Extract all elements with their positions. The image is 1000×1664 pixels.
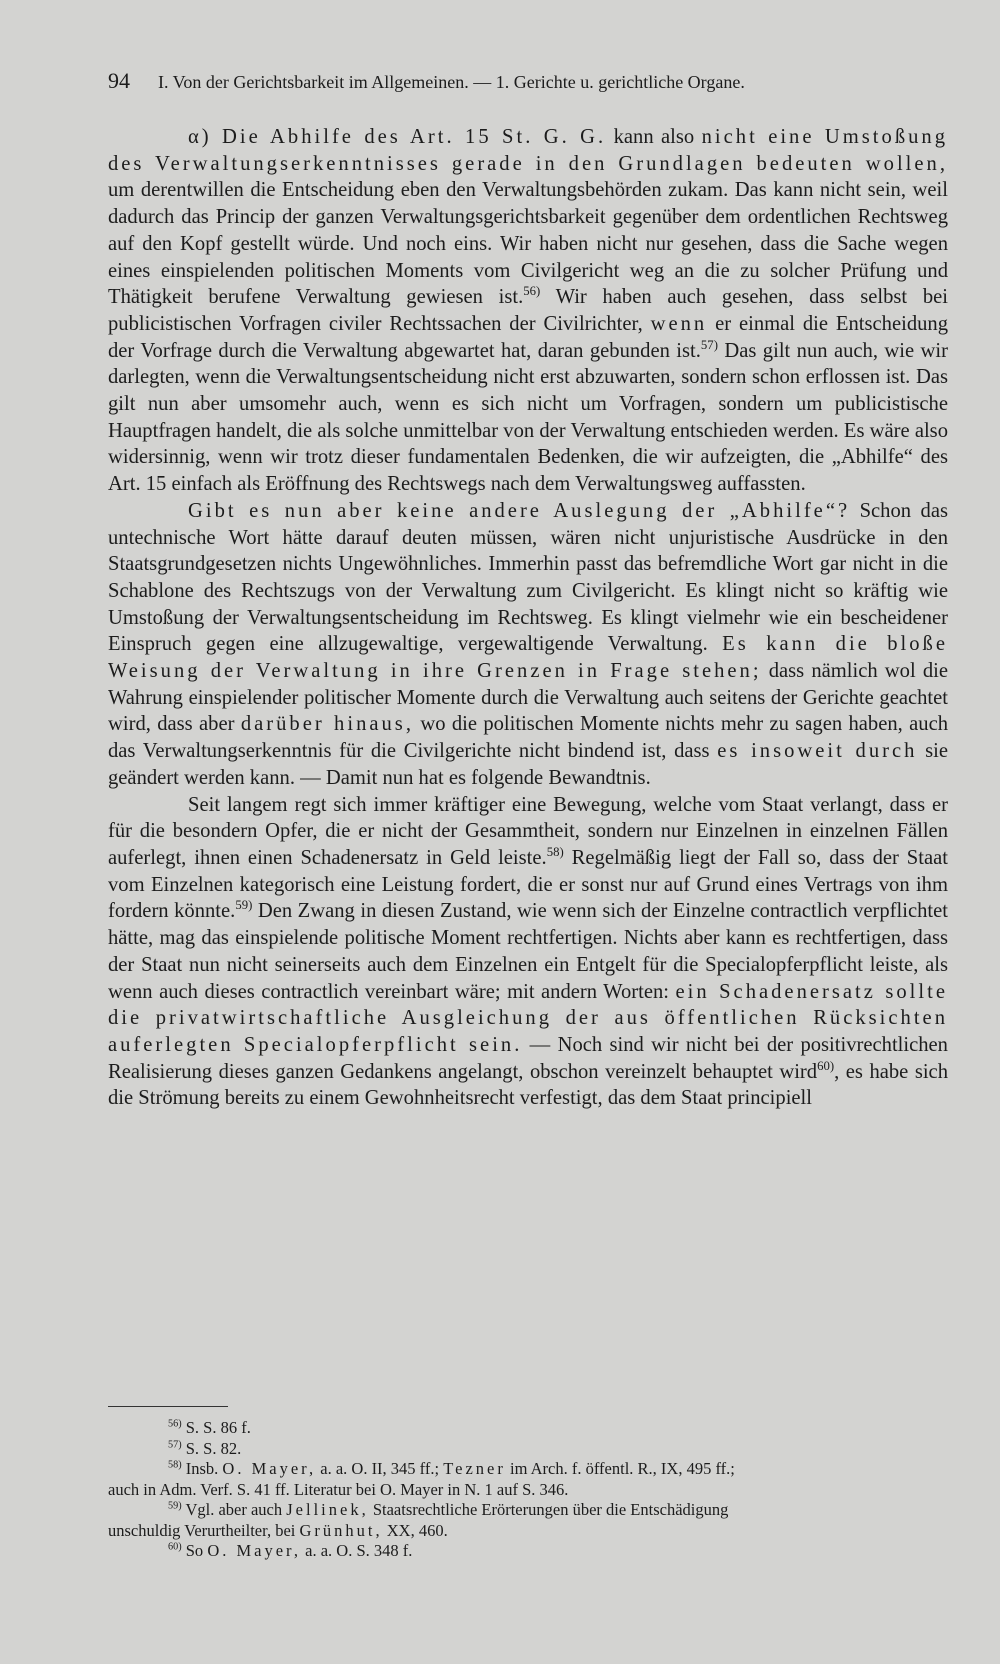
body-text — [108, 124, 948, 1112]
footnote-ref-60: 60) — [817, 1058, 835, 1073]
author-name: Tezner — [443, 1459, 506, 1478]
footnote-text: unschuldig Verurtheilter, bei — [108, 1520, 300, 1540]
text-run: Wir haben auch gesehen, dass selbst bei publicistischen Vorfragen civiler Rechtssachen der Civilrichter, — [108, 286, 948, 335]
footnote-text: S. S. 82. — [181, 1438, 242, 1458]
footnote-mark: 60) — [168, 1541, 182, 1553]
text-run: Den Zwang in diesen Zustand, wie wenn sich der Einzelne contractlich verpflichtet hätte, mag das einspielende politische Moment rechtfertigen. Nichts aber kann es rechtfertigen, dass der Staat nun nicht seinerseits auch dem Einzelnen ein Entgelt für die Specialopferpflicht leiste, als wenn auch dieses contractlich vereinbart wäre; mit andern Worten: — [108, 900, 949, 1003]
footnote-ref-56: 56) — [523, 284, 541, 299]
text-run: kann also — [606, 126, 702, 148]
emphasis-text: wenn — [650, 312, 708, 335]
paragraph-3 — [108, 792, 948, 1112]
emphasis-text: es insoweit durch — [717, 740, 918, 763]
footnote-ref-57: 57) — [700, 337, 718, 352]
paragraph-2 — [108, 498, 948, 792]
page-number: 94 — [108, 68, 130, 93]
author-name: Jellinek, — [286, 1500, 369, 1519]
running-header — [108, 68, 948, 94]
footnote-text: a. a. O. S. 348 f. — [301, 1541, 413, 1560]
footnote-60 — [108, 1541, 948, 1562]
paragraph-1 — [108, 124, 948, 498]
footnote-ref-59: 59) — [235, 898, 253, 913]
text-run: er einmal die Entscheidung der Vorfrage durch die Verwaltung abgewartet hat, daran gebunden ist. — [108, 312, 949, 362]
text-run: , es habe sich die Strömung bereits zu einem Gewohnheitsrecht verfestigt, das dem Staat principiell — [108, 1060, 948, 1110]
footnote-text: Staatsrechtliche Erörterungen über die Entschädigung — [368, 1500, 729, 1519]
footnote-divider — [108, 1406, 228, 1407]
emphasis-text: ein Schadenersatz sollte die privatwirtschaftliche Ausgleichung der aus öffentlichen Rücksichten auferlegten Specialopferpflicht sein. — [108, 980, 948, 1056]
footnote-text: S. S. 86 f. — [181, 1418, 251, 1437]
text-run: — Noch sind wir nicht bei der positivrechtlichen Realisierung dieses ganzen Gedankens angelangt, obschon vereinzelt behauptet wird — [108, 1033, 948, 1083]
emphasis-text: nicht eine Umstoßung des Verwaltungserkenntnisses gerade in den Grundlagen bedeuten wollen, — [108, 126, 949, 175]
footnote-58 — [108, 1459, 948, 1480]
footnote-58-continued: auch in Adm. Verf. S. 41 ff. Literatur bei O. Mayer in N. 1 auf S. 346. — [108, 1479, 569, 1499]
emphasis-text: Gibt es nun aber keine andere Auslegung der „Abhilfe“? — [188, 499, 851, 522]
footnote-text: XX, 460. — [382, 1520, 448, 1540]
footnote-mark: 58) — [168, 1459, 182, 1471]
footnote-text: Vgl. aber auch — [181, 1500, 287, 1519]
footnote-text: Insb. — [181, 1459, 223, 1478]
footnote-57 — [108, 1439, 948, 1460]
footnote-ref-58: 58) — [546, 845, 564, 860]
text-run: Seit langem regt sich immer kräftiger eine Bewegung, welche vom Staat verlangt, dass er für die besondern Opfer, die er nicht der Gesammtheit, sondern nur Einzelnen in einzelnen Fällen auferlegt, ihnen einen Schadenersatz in Geld leiste. — [108, 793, 948, 869]
footnote-text: im Arch. f. öffentl. R., IX, 495 ff.; — [505, 1459, 735, 1478]
text-run: Schon das untechnische Wort hätte darauf deuten müssen, wären nicht unjuristische Ausdrücke in den Staatsgrundgesetzen nichts Ungewöhnliches. Immerhin passt das befremdliche Wort gar nicht in die Schablone des Rechtszugs von der Verwaltung zum Civilgericht. Es klingt nicht so kräftig wie Umstoßung der Verwaltungsentscheidung im Rechtsweg. Es klingt vielmehr wie ein bescheidener Einspruch gegen eine allzugewaltige, vergewaltigende Verwaltung. — [108, 499, 948, 656]
footnote-56 — [108, 1418, 948, 1439]
footnotes — [108, 1418, 948, 1562]
author-name: O. Mayer, — [207, 1541, 302, 1560]
text-run: Regelmäßig liegt der Fall so, dass der Staat vom Einzelnen kategorisch eine Leistung fordert, die er sonst nur auf Grund eines Vertrags von ihm fordern könnte. — [108, 846, 948, 923]
section-lead: α) Die Abhilfe des Art. 15 St. G. G. — [188, 126, 607, 148]
footnote-59 — [108, 1500, 948, 1521]
running-title: I. Von der Gerichtsbarkeit im Allgemeinen. — 1. Gerichte u. gerichtliche Organe. — [158, 72, 745, 92]
footnote-mark: 57) — [168, 1439, 182, 1450]
text-run: Das gilt nun auch, wie wir darlegten, wenn die Verwaltungsentscheidung nicht erst abzuwarten, sondern schon erflossen ist. Das gilt nun aber umsomehr auch, wenn es sich nicht um Vorfragen, sondern um publicistische Hauptfragen handelt, die als solche unmittelbar von der Verwaltung entschieden werden. Es wäre also widersinnig, wenn wir trotz dieser fundamentalen Bedenken, die wir aufzeigten, die „Abhilfe“ des Art. 15 einfach als Eröffnung des Rechtswegs nach dem Verwaltungsweg auffassten. — [108, 339, 948, 496]
text-run: wo die politischen Momente nichts mehr zu sagen haben, auch das Verwaltungserkenntnis für die Civilgerichte nicht bindend ist, dass — [108, 713, 949, 763]
author-name: O. Mayer, — [222, 1459, 317, 1478]
footnote-59-continued — [108, 1521, 948, 1542]
author-name: Grünhut, — [299, 1520, 383, 1540]
footnote-mark: 56) — [168, 1418, 182, 1430]
footnote-mark: 59) — [168, 1500, 182, 1512]
footnote-text: So — [181, 1541, 208, 1560]
text-run: dass nämlich wol die Wahrung einspielender politischer Momente durch die Verwaltung auch seitens der Gerichte geachtet wird, dass aber — [108, 660, 948, 736]
emphasis-text: darüber hinaus, — [240, 713, 414, 736]
text-run: um derentwillen die Entscheidung eben den Verwaltungsbehörden zukam. Das kann nicht sein, weil dadurch das Princip der ganzen Verwaltungsgerichtsbarkeit gegenüber dem ordentlichen Rechtsweg auf den Kopf gestellt würde. Und noch eins. Wir haben nicht nur gesehen, dass die Sache wegen eines einspielenden politischen Moments vom Civilgericht weg an die zu solcher Prüfung und Thätigkeit berufene Verwaltung gewiesen ist. — [108, 179, 948, 309]
text-run: sie geändert werden kann. — Damit nun hat es folgende Bewandtnis. — [108, 740, 948, 789]
footnote-text: a. a. O. II, 345 ff.; — [316, 1459, 444, 1478]
emphasis-text: Es kann die bloße Weisung der Verwaltung in ihre Grenzen in Frage stehen; — [108, 633, 948, 683]
